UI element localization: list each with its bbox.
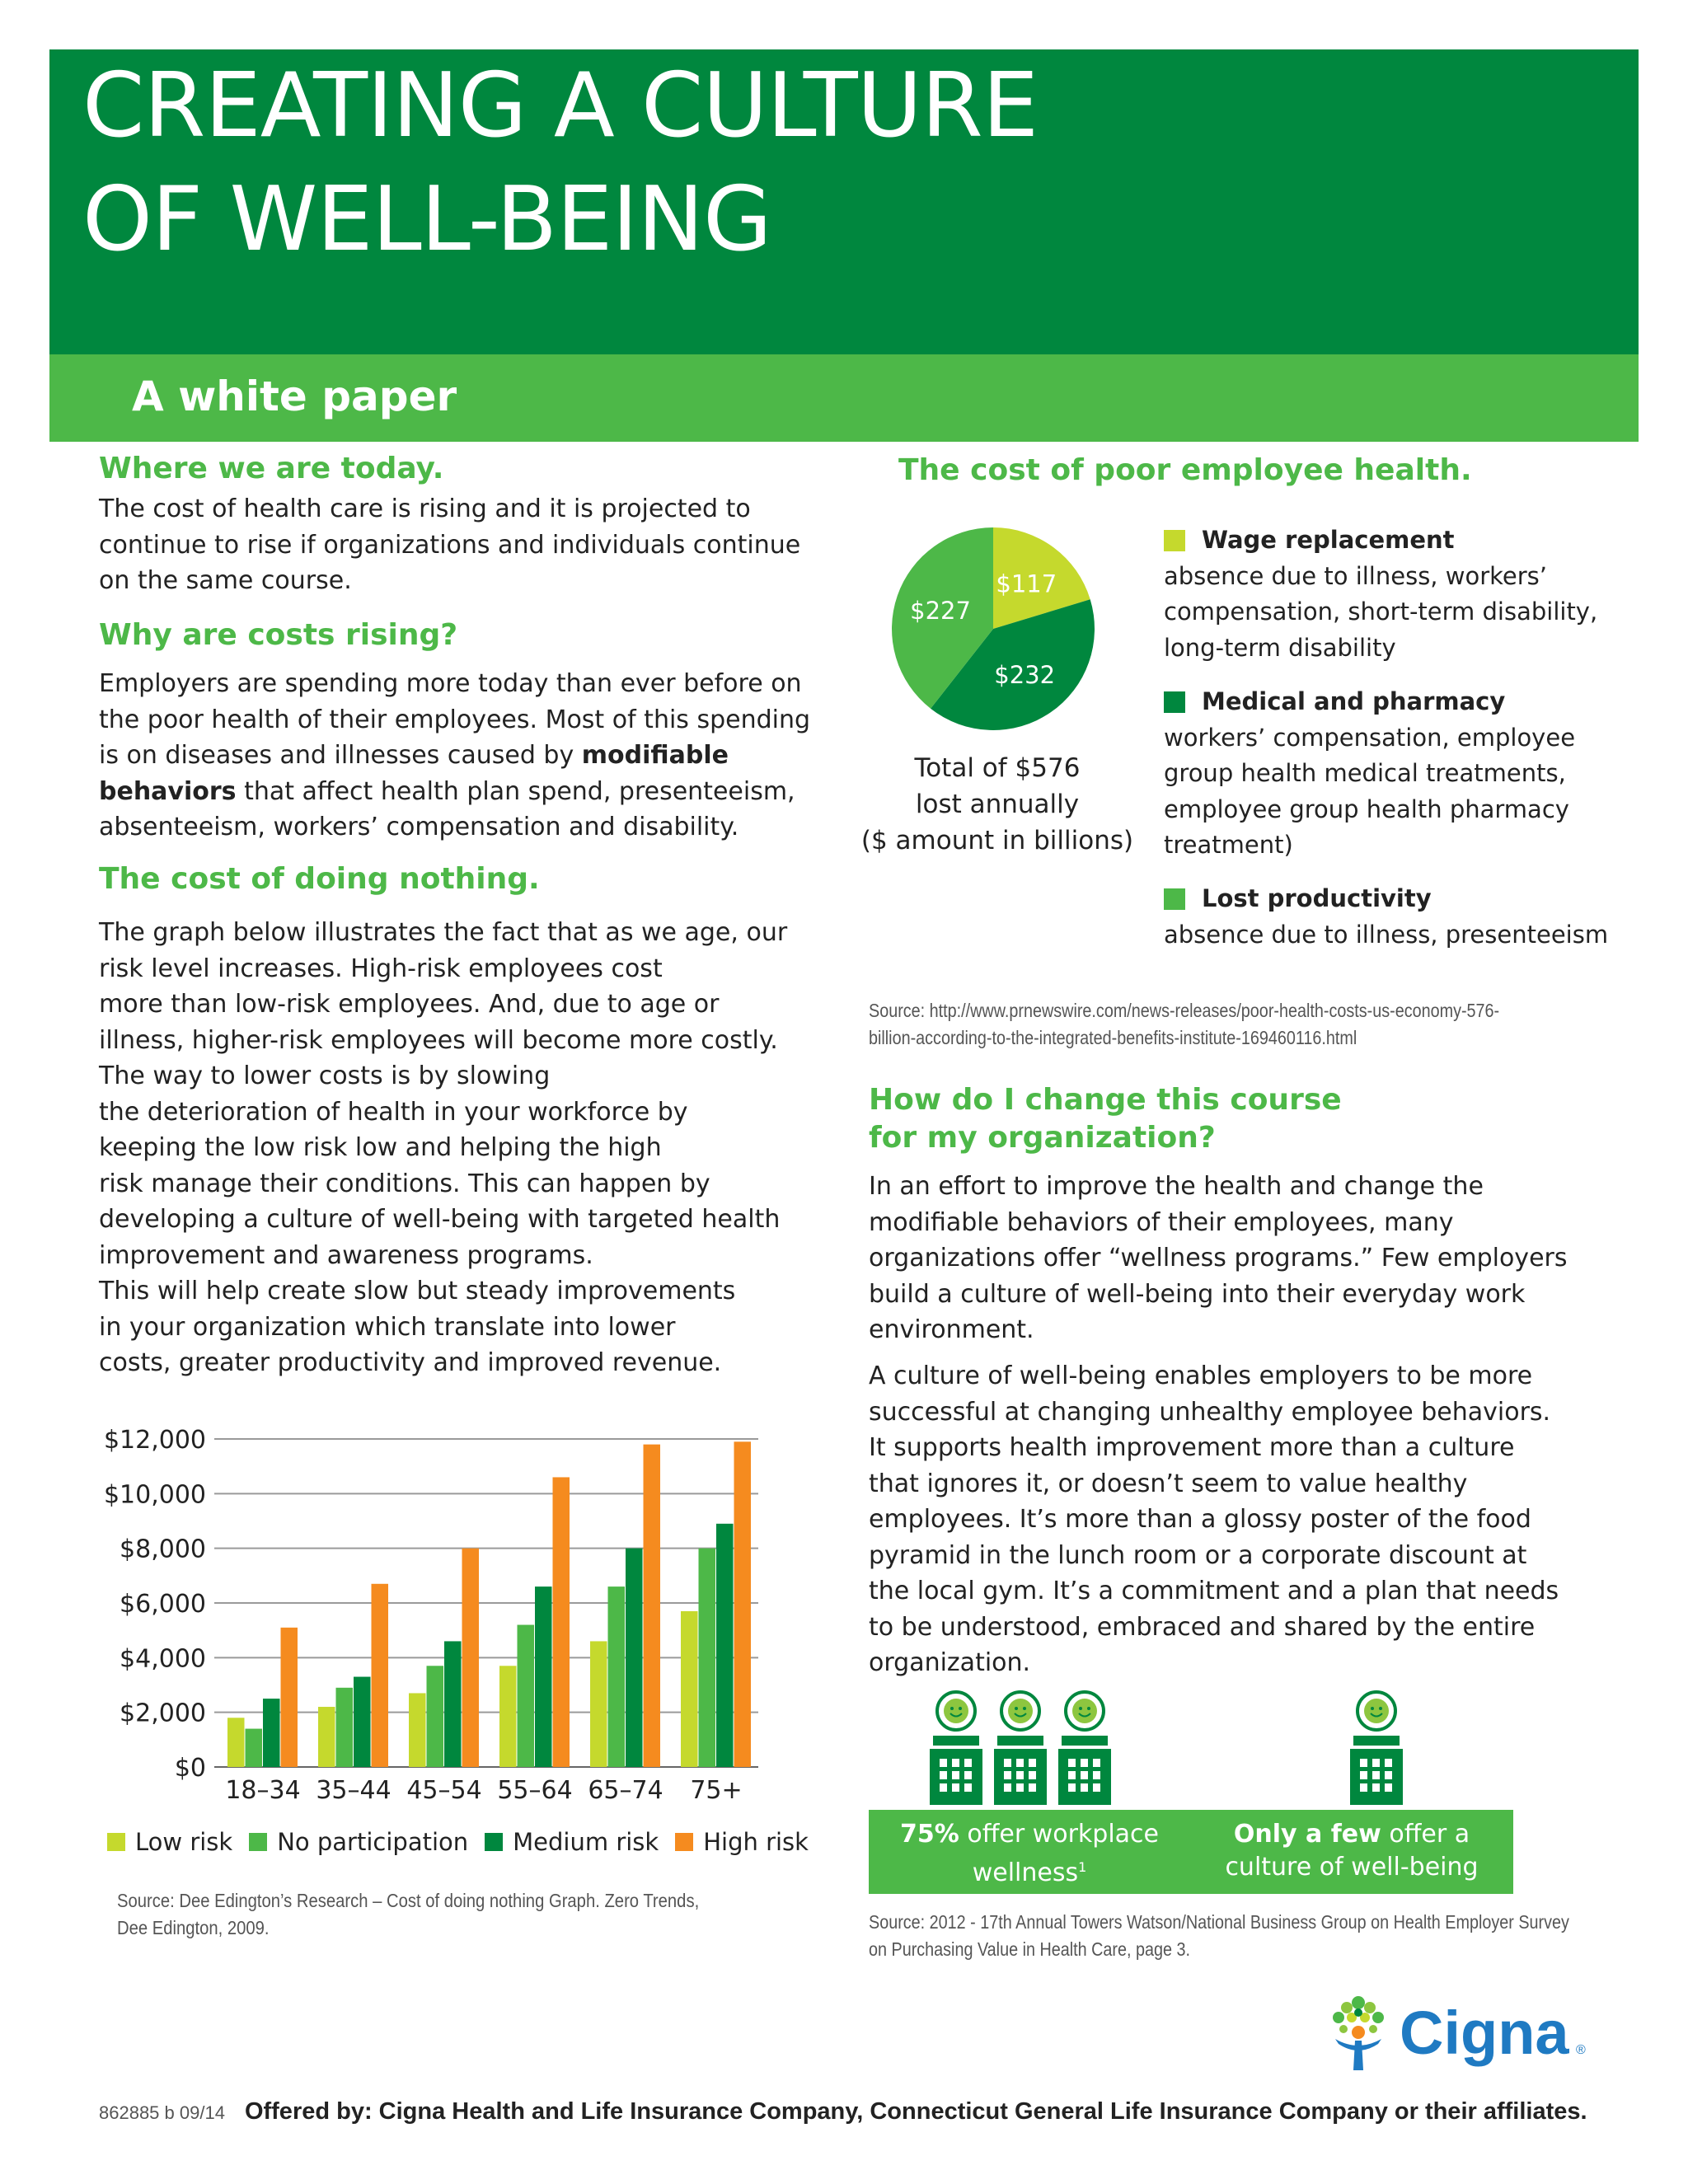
bar <box>336 1688 354 1767</box>
subtitle-banner <box>49 354 1639 442</box>
legend-lost-productivity <box>1164 881 1642 953</box>
bar <box>372 1584 389 1767</box>
building-smiley-icon <box>1343 1690 1409 1805</box>
legend-label: Low risk <box>135 1828 233 1856</box>
pie-slice-label: $227 <box>910 596 971 625</box>
x-tick-label: 45–54 <box>406 1776 482 1805</box>
paragraph-where-we-are: The cost of health care is rising and it is projected to continue to rise if organizations and individuals continue on the same course. <box>99 494 801 595</box>
paragraph-line: risk level increases. High-risk employees cost <box>99 954 663 983</box>
pie-total-line: ($ amount in billions) <box>860 826 1134 855</box>
stat-text: offer workplace <box>959 1820 1159 1849</box>
x-tick-label: 35–44 <box>316 1776 392 1805</box>
paragraph-line: costs, greater productivity and improved revenue. <box>99 1348 722 1377</box>
title-line-2: OF WELL-BEING <box>82 168 771 271</box>
footnote-mark: 1 <box>1078 1859 1087 1875</box>
bar <box>263 1699 280 1767</box>
bar <box>590 1641 607 1767</box>
legend-swatch <box>1164 530 1185 551</box>
legend-body: workers’ compensation, employee group health medical treatments, employee group health pharmacy treatment) <box>1164 723 1576 859</box>
heading-line: How do I change this course <box>869 1083 1342 1117</box>
heading-cost-of-doing-nothing: The cost of doing nothing. <box>99 862 540 896</box>
paragraph-cost-of-doing-nothing <box>99 915 841 1381</box>
pie-slice-label: $232 <box>994 660 1056 689</box>
legend-label: No participation <box>277 1828 469 1856</box>
source-line: Source: Dee Edington’s Research – Cost of doing nothing Graph. Zero Trends, <box>117 1890 700 1911</box>
y-tick-label: $4,000 <box>120 1644 206 1674</box>
source-line: billion-according-to-the-integrated-benefits-institute-169460116.html <box>869 1027 1357 1048</box>
x-tick-label: 18–34 <box>225 1776 301 1805</box>
logo-wordmark: Cigna <box>1400 1999 1569 2067</box>
pie-slice-label: $117 <box>996 569 1057 598</box>
pie-total <box>832 750 1162 859</box>
paragraph-culture-of-wellbeing: A culture of well-being enables employers to be more successful at changing unhealthy employee behaviors. It supports health improvement more than a culture that ignores it, or doesn’t seem to value healthy employees. It’s more than a glossy poster of the food pyramid in the lunch room or a corporate discount at the local gym. It’s a commitment and a plan that needs to be understood, embraced and shared by the entire organization. <box>869 1361 1559 1677</box>
source-line: on Purchasing Value in Health Care, page 3. <box>869 1938 1190 1960</box>
text-run: Employers are spending more today than ever before on the poor health of their employees. Most of this spending is on diseases and illnesses caused by <box>99 669 811 770</box>
paragraph-line: developing a culture of well-being with targeted health <box>99 1205 781 1234</box>
stat-culture-of-wellbeing <box>1198 1818 1505 1884</box>
paragraph-line: in your organization which translate into lower <box>99 1312 676 1342</box>
pie-source <box>869 997 1499 1052</box>
pie-total-line: lost annually <box>915 790 1080 819</box>
legend-body: absence due to illness, workers’ compensation, short-term disability, long-term disability <box>1164 561 1598 662</box>
bar <box>553 1477 570 1767</box>
paragraph-line: the deterioration of health in your workforce by <box>99 1097 688 1127</box>
bar <box>246 1729 263 1767</box>
legend-swatch <box>485 1833 503 1851</box>
paragraph-line: more than low-risk employees. And, due to age or <box>99 990 720 1019</box>
bar-chart-legend <box>107 1828 809 1856</box>
heading-cost-of-poor-health: The cost of poor employee health. <box>898 453 1472 487</box>
cigna-logo <box>1319 1985 1599 2077</box>
bar <box>427 1666 444 1767</box>
paragraph-why-costs-rising <box>99 666 824 846</box>
stat-text: wellness <box>972 1858 1079 1887</box>
stat-text: culture of well-being <box>1225 1853 1479 1882</box>
bar <box>354 1677 371 1767</box>
source-line: Source: 2012 - 17th Annual Towers Watson/National Business Group on Health Employer Survey <box>869 1911 1569 1933</box>
bar <box>499 1666 517 1767</box>
legend-item <box>249 1828 468 1856</box>
paragraph-line: The graph below illustrates the fact that as we age, our <box>99 918 788 947</box>
document-code: 862885 b 09/14 <box>99 2102 225 2123</box>
page-title <box>82 49 1038 277</box>
band-source <box>869 1909 1569 1963</box>
legend-swatch <box>107 1833 125 1851</box>
bar <box>734 1441 752 1767</box>
legend-medical-pharmacy <box>1164 684 1642 864</box>
tree-of-life-icon <box>1333 1996 1384 2070</box>
paragraph-line: The way to lower costs is by slowing <box>99 1062 551 1090</box>
legend-title: Lost productivity <box>1202 884 1432 912</box>
paragraph-line: This will help create slow but steady improvements <box>99 1277 736 1305</box>
paragraph-line: keeping the low risk low and helping the high <box>99 1133 662 1162</box>
stats-band <box>869 1810 1513 1894</box>
legend-swatch <box>249 1833 267 1851</box>
y-tick-label: $0 <box>174 1754 206 1783</box>
bar <box>518 1625 535 1767</box>
paragraph-line: risk manage their conditions. This can happen by <box>99 1169 710 1198</box>
legend-swatch <box>1164 691 1185 713</box>
bar <box>608 1586 626 1767</box>
title-line-1: CREATING A CULTURE <box>82 54 1039 157</box>
y-tick-label: $6,000 <box>120 1590 206 1619</box>
legend-swatch <box>675 1833 693 1851</box>
registered-mark: ® <box>1576 2043 1586 2057</box>
footer-disclaimer: Offered by: Cigna Health and Life Insurance Company, Connecticut General Life Insurance Company or their affiliates. <box>244 2098 1587 2125</box>
heading-change-course <box>869 1081 1342 1157</box>
cost-by-age-bar-chart <box>91 1418 808 1813</box>
bar <box>281 1628 298 1767</box>
bar <box>626 1549 643 1767</box>
legend-title: Medical and pharmacy <box>1202 687 1506 715</box>
source-line: Dee Edington, 2009. <box>117 1917 270 1938</box>
bar <box>716 1524 734 1767</box>
text-run: that affect health plan spend, presenteeism, absenteeism, workers’ compensation and disability. <box>99 776 795 841</box>
legend-label: Medium risk <box>513 1828 659 1856</box>
stat-workplace-wellness <box>877 1818 1182 1890</box>
y-tick-label: $10,000 <box>103 1480 206 1510</box>
bar <box>699 1549 716 1767</box>
heading-where-we-are: Where we are today. <box>99 452 444 485</box>
bar <box>318 1707 335 1767</box>
paragraph-line: improvement and awareness programs. <box>99 1240 593 1270</box>
legend-label: High risk <box>703 1828 809 1856</box>
cost-pie-chart <box>890 526 1096 732</box>
building-smiley-icon <box>987 1690 1053 1805</box>
bar <box>227 1718 245 1767</box>
bar <box>681 1611 698 1767</box>
legend-item <box>485 1828 659 1856</box>
y-tick-label: $2,000 <box>120 1699 206 1728</box>
stat-bold: Only a few <box>1233 1820 1381 1849</box>
pie-total-line: Total of $576 <box>914 753 1081 783</box>
legend-title: Wage replacement <box>1202 526 1455 554</box>
chart-source <box>117 1887 699 1942</box>
legend-swatch <box>1164 888 1185 910</box>
bar <box>409 1693 426 1767</box>
footer <box>99 2098 1587 2125</box>
x-tick-label: 75+ <box>690 1776 743 1805</box>
bar <box>644 1445 661 1767</box>
y-tick-label: $8,000 <box>120 1535 206 1564</box>
x-tick-label: 55–64 <box>497 1776 573 1805</box>
bold-text: modifiable behaviors <box>99 741 729 806</box>
building-smiley-icon <box>1052 1690 1118 1805</box>
legend-wage-replacement <box>1164 523 1642 666</box>
paragraph-line: illness, higher-risk employees will become more costly. <box>99 1025 778 1055</box>
legend-item <box>675 1828 809 1856</box>
legend-body: absence due to illness, presenteeism <box>1164 920 1609 949</box>
source-line: Source: http://www.prnewswire.com/news-releases/poor-health-costs-us-economy-576- <box>869 1000 1500 1021</box>
subtitle: A white paper <box>132 373 457 420</box>
heading-line: for my organization? <box>869 1121 1216 1155</box>
stat-bold: 75% <box>899 1820 959 1849</box>
building-smiley-icon <box>923 1690 989 1805</box>
x-tick-label: 65–74 <box>588 1776 663 1805</box>
stat-text: offer a <box>1381 1820 1470 1849</box>
bar <box>535 1586 552 1767</box>
bar <box>462 1549 480 1767</box>
legend-item <box>107 1828 232 1856</box>
bar <box>444 1641 462 1767</box>
paragraph-wellness-programs: In an effort to improve the health and change the modifiable behaviors of their employees, many organizations offer “wellness programs.” Few employers build a culture of well-being into their everyday work environment. <box>869 1172 1568 1344</box>
y-tick-label: $12,000 <box>103 1426 206 1455</box>
heading-why-costs-rising: Why are costs rising? <box>99 618 458 652</box>
